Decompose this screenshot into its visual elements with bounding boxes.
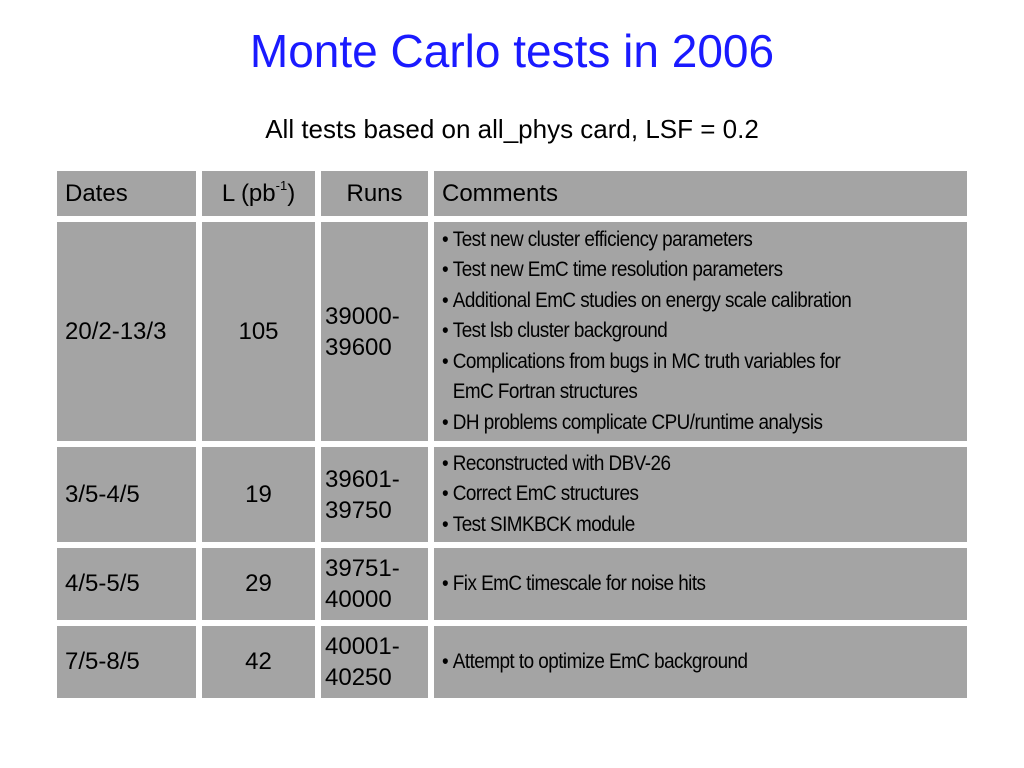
comment-text: Additional EmC studies on energy scale calibration [452,288,852,312]
row-runs-end: 39600 [325,333,392,361]
bullet-icon: • [442,482,449,506]
row-luminosity: 42 [202,626,315,698]
comment-text: Test new EmC time resolution parameters [452,258,783,282]
comment-list [442,569,967,600]
row-runs-start: 39000- [325,302,400,330]
bullet-icon: • [442,227,449,251]
bullet-icon: • [442,410,449,434]
row-comments [434,626,967,698]
row-runs-start: 40001- [325,633,400,660]
comment-list [442,225,967,439]
list-item [442,316,915,347]
row-dates: 7/5-8/5 [57,626,196,698]
comment-text: DH problems complicate CPU/runtime analysis [452,410,823,434]
row-runs-end: 40000 [325,586,392,613]
row-runs [321,626,428,698]
comment-text: Test new cluster efficiency parameters [452,227,753,251]
header-luminosity [202,171,315,216]
comment-text-continuation: EmC Fortran structures [452,380,638,404]
header-luminosity-prefix: L (pb [221,179,276,207]
bullet-icon: • [442,288,449,312]
table-row [57,626,967,698]
slide-title: Monte Carlo tests in 2006 [249,25,775,77]
header-dates: Dates [57,171,196,216]
row-runs-start: 39751- [325,555,400,582]
list-item [442,286,915,317]
table-row [57,447,967,542]
list-item [442,479,915,510]
comment-text: Attempt to optimize EmC background [452,649,748,673]
header-luminosity-exponent: -1 [275,177,288,193]
row-luminosity: 19 [202,447,315,542]
slide-subtitle: All tests based on all_phys card, LSF = 0.2 [265,114,759,144]
row-runs [321,548,428,620]
list-item [442,255,915,286]
row-runs [321,447,428,542]
header-runs: Runs [321,171,428,216]
table-row [57,222,967,441]
list-item [442,225,915,256]
comment-text: Fix EmC timescale for noise hits [452,571,706,595]
comment-text: Complications from bugs in MC truth variables for [452,349,841,373]
row-runs [321,222,428,441]
bullet-icon: • [442,512,449,536]
comment-text: Correct EmC structures [452,482,639,506]
row-comments [434,447,967,542]
row-comments [434,222,967,441]
bullet-icon: • [442,349,449,373]
list-item [442,569,915,600]
list-item [442,510,915,541]
bullet-icon: • [442,319,449,343]
row-luminosity: 29 [202,548,315,620]
bullet-icon: • [442,451,449,475]
header-comments: Comments [434,171,967,216]
row-comments [434,548,967,620]
bullet-icon: • [442,571,449,595]
bullet-icon: • [442,258,449,282]
list-item [442,647,915,678]
comment-list [442,449,967,541]
comment-text: Test lsb cluster background [452,319,668,343]
row-luminosity: 105 [202,222,315,441]
table-header-row [57,171,967,216]
list-item [442,347,915,408]
header-luminosity-suffix: ) [287,179,296,207]
row-runs-start: 39601- [325,465,400,493]
row-dates: 3/5-4/5 [57,447,196,542]
list-item [442,449,915,480]
row-dates: 4/5-5/5 [57,548,196,620]
row-runs-end: 39750 [325,496,392,524]
comment-text: Test SIMKBCK module [452,512,635,536]
comment-list [442,647,967,678]
comment-text: Reconstructed with DBV-26 [452,451,671,475]
row-runs-end: 40250 [325,664,392,691]
monte-carlo-tests-table [51,165,973,704]
row-dates: 20/2-13/3 [57,222,196,441]
list-item [442,408,915,439]
bullet-icon: • [442,649,449,673]
table-row [57,548,967,620]
